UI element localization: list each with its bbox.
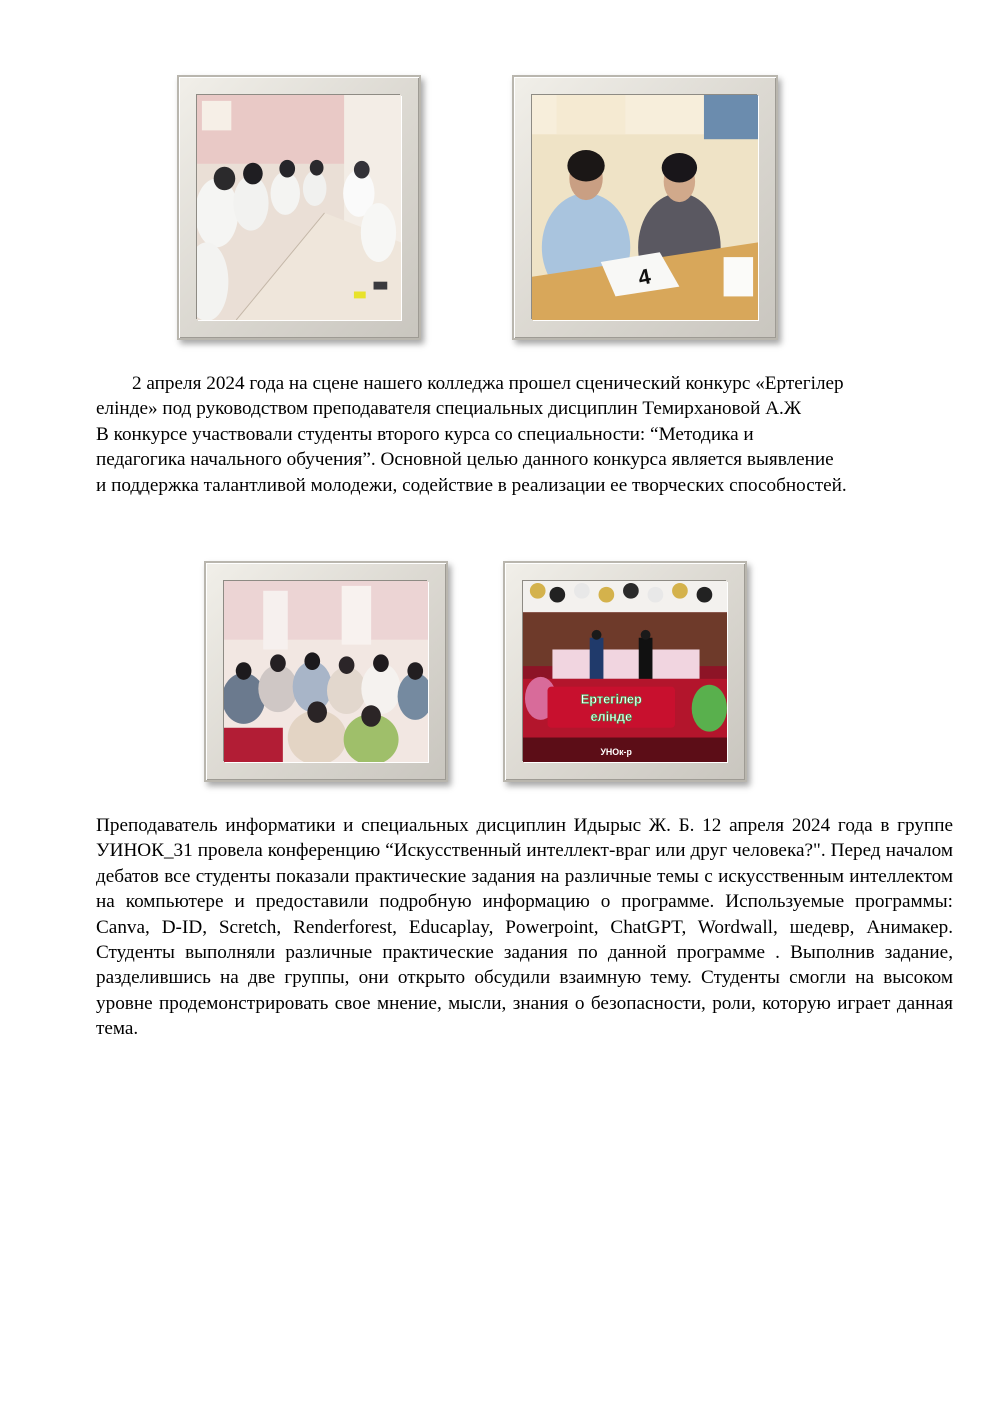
paragraph-contest-line-1: 2 апреля 2024 года на сцене нашего колледжа прошел сценический конкурс «Ертегiлер — [132, 373, 844, 394]
photo-frame-2 — [512, 75, 778, 340]
table-card-number: 4 — [635, 263, 653, 291]
photo-audience-hands-raised — [224, 581, 428, 762]
photo-stage-performance — [523, 581, 727, 762]
paragraph-contest-line-4: педагогика начального обучения”. Основной целью данного конкурса является выявление — [96, 449, 834, 471]
classroom-image — [197, 95, 401, 320]
stage-caption: УНОк-р — [600, 747, 632, 758]
photo-classroom-students — [197, 95, 401, 320]
photo-two-teachers-table — [532, 95, 758, 320]
paragraph-contest-line-2: елiнде» под руководством преподавателя специальных дисциплин Темирхановой А.Ж — [96, 398, 802, 420]
stage-image — [523, 581, 727, 762]
paragraph-contest-line-5: и поддержка талантливой молодежи, содействие в реализации ее творческих способностей. — [96, 474, 847, 496]
stage-banner-line-2: елiнде — [590, 708, 633, 724]
photo-frame-4 — [503, 561, 747, 782]
stage-banner-line-1: Ертегiлер — [580, 691, 642, 707]
teachers-image — [532, 95, 758, 320]
paragraph-ai-conference: Преподаватель информатики и специальных дисциплин Идырыс Ж. Б. 12 апреля 2024 года в группе УИНОК_31 провела конференцию “Искусственный интеллект-враг или друг человека?". Перед началом дебатов все студенты показали практические задания на различные темы с искусственным интеллектом на компьютере и предоставили подробную информацию о программе. Используемые программы: Canva, D-ID, Scretch, Renderforest, Educaplay, Powerpoint, ChatGPT, Wordwall, шедевр, Анимакер. Студенты выполняли различные практические задания по данной программе . Выполнив задание, разделившись на две группы, они открыто обсудили взаимную тему. Студенты смогли на высоком уровне продемонстрировать свое мнение, мысли, знания о безопасности, роли, которую играет данная тема. — [96, 815, 953, 1040]
photo-frame-1 — [177, 75, 421, 340]
photo-frame-3 — [204, 561, 448, 782]
audience-image — [224, 581, 428, 762]
paragraph-contest-line-3: В конкурсе участвовали студенты второго курса со специальности: “Методика и — [96, 423, 754, 445]
paragraph-contest — [96, 371, 953, 498]
